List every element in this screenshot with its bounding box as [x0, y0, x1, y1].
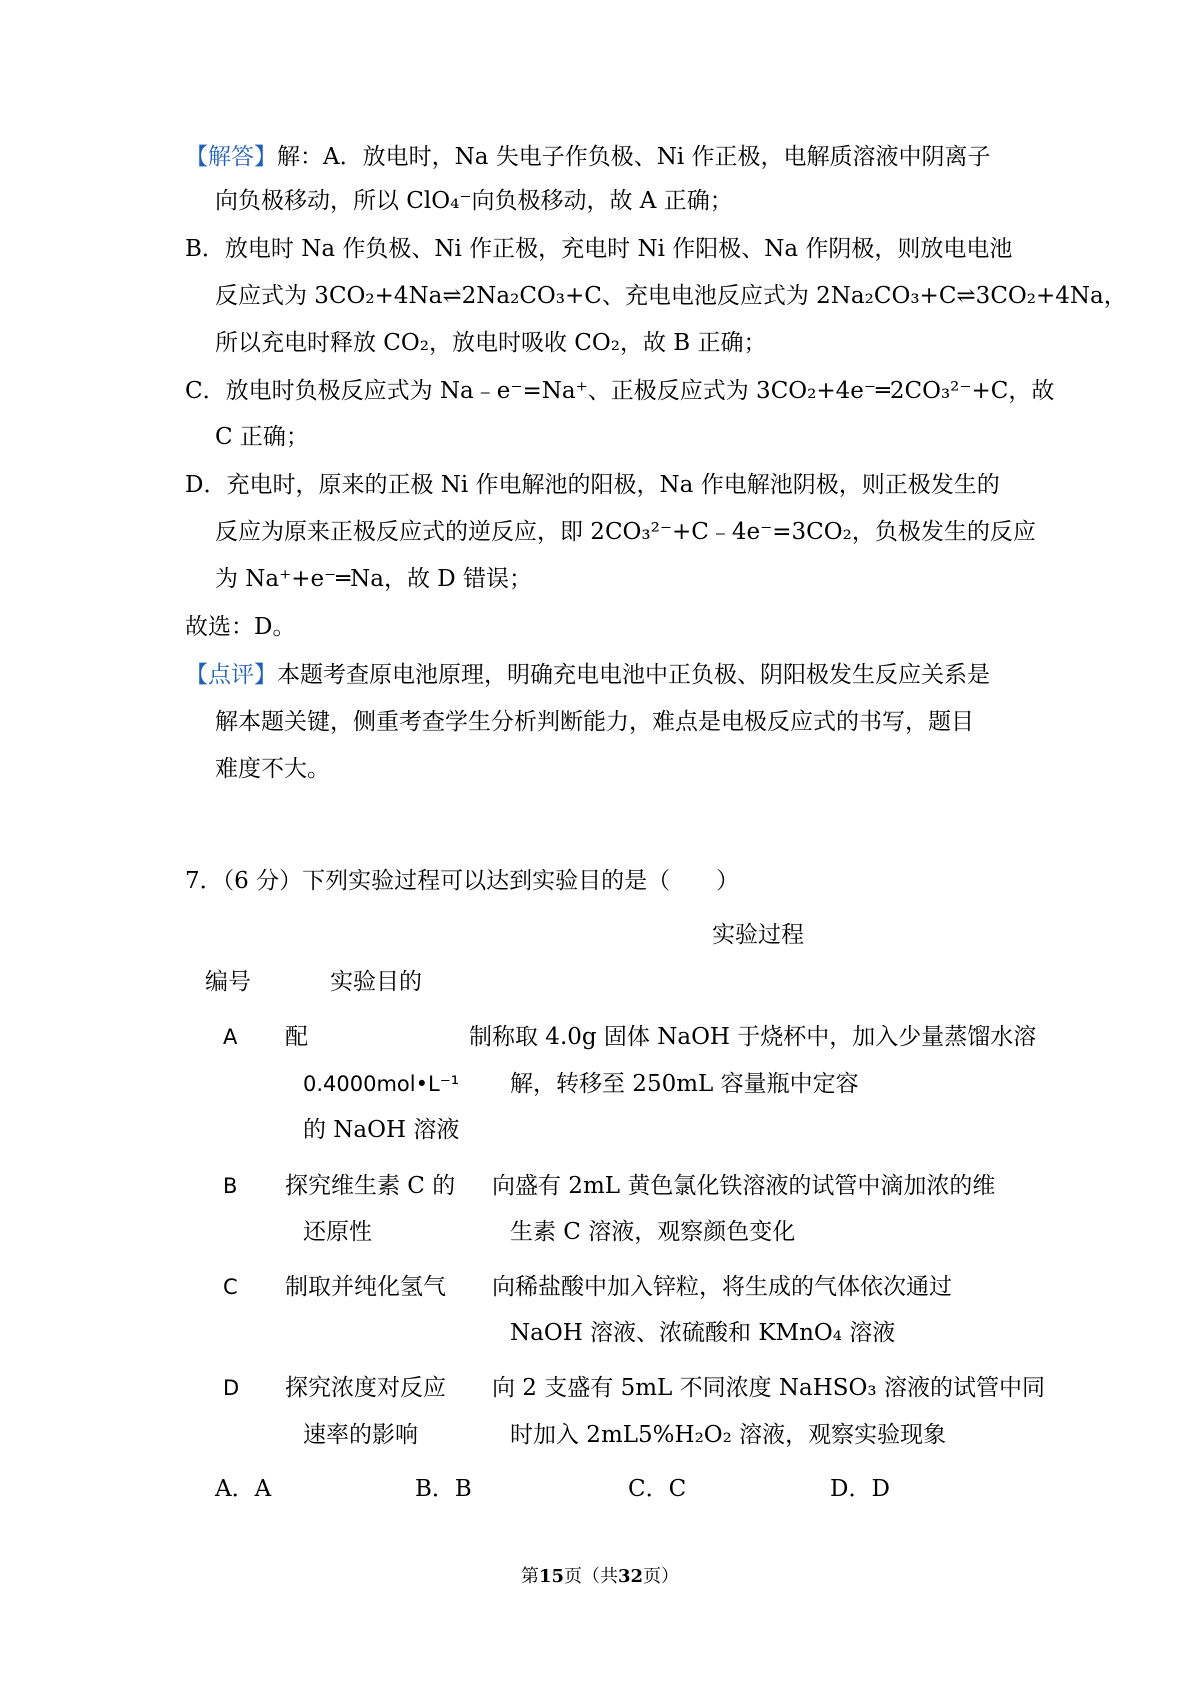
table-header-purpose: 实验目的: [330, 969, 422, 995]
row-purpose: 速率的影响: [303, 1422, 418, 1448]
row-purpose: 探究浓度对反应: [285, 1375, 446, 1401]
solution-line: 所以充电时释放 CO₂，放电时吸收 CO₂，故 B 正确；: [215, 330, 767, 356]
row-id: C: [223, 1275, 238, 1299]
comment-line: 难度不大。: [215, 756, 330, 782]
row-process: 向稀盐酸中加入锌粒，将生成的气体依次通过: [492, 1274, 952, 1300]
row-process: 解，转移至 250mL 容量瓶中定容: [510, 1071, 859, 1097]
table-header-id: 编号: [205, 969, 251, 995]
option-c: C．C: [628, 1476, 687, 1502]
question-stem: 7．（6 分）下列实验过程可以达到实验目的是（ ）: [185, 868, 740, 894]
page-number: 15: [538, 1566, 564, 1587]
comment-line: 【点评】本题考查原电池原理，明确充电电池中正负极、阴阳极发生反应关系是: [185, 662, 990, 688]
solution-line: 反应为原来正极反应式的逆反应，即 2CO₃²⁻+C﹣4e⁻=3CO₂，负极发生的反应: [215, 519, 1036, 545]
option-b: B．B: [415, 1476, 472, 1502]
row-process: NaOH 溶液、浓硫酸和 KMnO₄ 溶液: [510, 1320, 896, 1346]
solution-line: D．充电时，原来的正极 Ni 作电解池的阳极，Na 作电解池阴极，则正极发生的: [185, 472, 1000, 498]
row-purpose: 配 制: [285, 1024, 492, 1050]
solution-tag: 【解答】: [185, 144, 277, 170]
row-purpose: 的 NaOH 溶液: [303, 1117, 460, 1143]
option-d: D．D: [830, 1476, 890, 1502]
solution-line: B．放电时 Na 作负极、Ni 作正极，充电时 Ni 作阳极、Na 作阴极，则放电电池: [185, 236, 1013, 262]
option-a: A．A: [215, 1476, 272, 1502]
row-id: A: [223, 1025, 238, 1049]
solution-line: 反应式为 3CO₂+4Na⇌2Na₂CO₃+C、充电电池反应式为 2Na₂CO₃+C⇌3CO₂+4Na，: [215, 283, 1127, 309]
table-header-process: 实验过程: [712, 922, 804, 948]
row-process: 时加入 2mL5%H₂O₂ 溶液，观察实验现象: [510, 1422, 947, 1448]
page-footer: 第15页（共32页）: [520, 1566, 680, 1587]
solution-line: C 正确；: [215, 424, 309, 450]
row-process: 生素 C 溶液，观察颜色变化: [510, 1219, 796, 1245]
row-process: 向盛有 2mL 黄色氯化铁溶液的试管中滴加浓的维: [492, 1173, 996, 1199]
solution-line: C．放电时负极反应式为 Na﹣e⁻=Na⁺、正极反应式为 3CO₂+4e⁻═2CO₃²⁻+C，故: [185, 378, 1055, 404]
row-purpose: 制取并纯化氢气: [285, 1274, 446, 1300]
row-id: B: [223, 1174, 238, 1198]
row-purpose: 探究维生素 C 的: [285, 1173, 456, 1199]
row-process: 向 2 支盛有 5mL 不同浓度 NaHSO₃ 溶液的试管中同: [492, 1375, 1045, 1401]
row-purpose: 还原性: [303, 1219, 372, 1245]
solution-line: 为 Na⁺+e⁻═Na，故 D 错误；: [215, 566, 533, 592]
solution-line: 向负极移动，所以 ClO₄⁻向负极移动，故 A 正确；: [215, 188, 733, 214]
solution-line: 【解答】解：A．放电时，Na 失电子作负极、Ni 作正极，电解质溶液中阴离子: [185, 144, 991, 170]
row-purpose: 0.4000mol•L⁻¹: [303, 1072, 460, 1096]
row-process: 称取 4.0g 固体 NaOH 于烧杯中，加入少量蒸馏水溶: [492, 1024, 1037, 1050]
page-total: 32: [618, 1566, 644, 1587]
comment-tag: 【点评】: [185, 662, 277, 688]
row-id: D: [223, 1376, 240, 1400]
solution-conclusion: 故选：D。: [185, 614, 296, 640]
comment-line: 解本题关键，侧重考查学生分析判断能力，难点是电极反应式的书写，题目: [215, 709, 974, 735]
